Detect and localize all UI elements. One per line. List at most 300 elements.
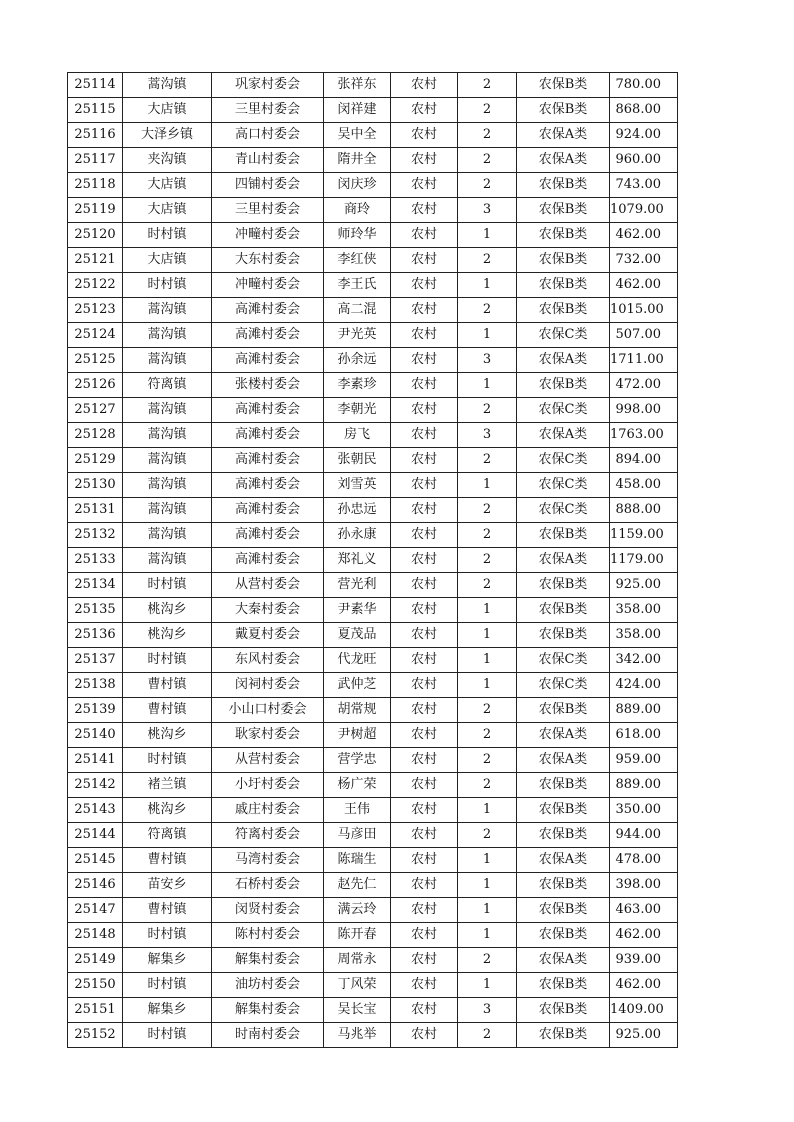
amount-cell: 398.00 bbox=[610, 873, 678, 898]
table-row bbox=[68, 398, 678, 423]
amount-cell: 894.00 bbox=[610, 448, 678, 473]
town-cell: 时村镇 bbox=[123, 573, 212, 598]
town-cell: 大店镇 bbox=[123, 98, 212, 123]
name-cell: 武仲芝 bbox=[324, 673, 391, 698]
category-cell: 农保A类 bbox=[517, 423, 610, 448]
category-cell: 农保B类 bbox=[517, 973, 610, 998]
table-row bbox=[68, 248, 678, 273]
table-row bbox=[68, 273, 678, 298]
village-cell: 闵贤村委会 bbox=[212, 898, 324, 923]
category-cell: 农保C类 bbox=[517, 448, 610, 473]
id-cell: 25142 bbox=[68, 773, 123, 798]
village-cell: 时南村委会 bbox=[212, 1023, 324, 1048]
count-cell: 1 bbox=[458, 598, 517, 623]
type-cell: 农村 bbox=[391, 448, 458, 473]
count-cell: 2 bbox=[458, 748, 517, 773]
count-cell: 3 bbox=[458, 423, 517, 448]
type-cell: 农村 bbox=[391, 323, 458, 348]
name-cell: 尹光英 bbox=[324, 323, 391, 348]
type-cell: 农村 bbox=[391, 723, 458, 748]
category-cell: 农保B类 bbox=[517, 998, 610, 1023]
table-row bbox=[68, 623, 678, 648]
table-row bbox=[68, 973, 678, 998]
category-cell: 农保A类 bbox=[517, 148, 610, 173]
type-cell: 农村 bbox=[391, 373, 458, 398]
table-row bbox=[68, 148, 678, 173]
id-cell: 25148 bbox=[68, 923, 123, 948]
count-cell: 3 bbox=[458, 198, 517, 223]
village-cell: 戴夏村委会 bbox=[212, 623, 324, 648]
table-row bbox=[68, 798, 678, 823]
town-cell: 大店镇 bbox=[123, 173, 212, 198]
category-cell: 农保B类 bbox=[517, 373, 610, 398]
amount-cell: 780.00 bbox=[610, 73, 678, 98]
count-cell: 2 bbox=[458, 823, 517, 848]
count-cell: 1 bbox=[458, 898, 517, 923]
count-cell: 1 bbox=[458, 798, 517, 823]
table-row bbox=[68, 348, 678, 373]
id-cell: 25136 bbox=[68, 623, 123, 648]
table-row bbox=[68, 173, 678, 198]
id-cell: 25146 bbox=[68, 873, 123, 898]
amount-cell: 424.00 bbox=[610, 673, 678, 698]
category-cell: 农保B类 bbox=[517, 98, 610, 123]
category-cell: 农保B类 bbox=[517, 773, 610, 798]
category-cell: 农保B类 bbox=[517, 698, 610, 723]
table-row bbox=[68, 1023, 678, 1048]
table-row bbox=[68, 548, 678, 573]
table-row bbox=[68, 498, 678, 523]
town-cell: 时村镇 bbox=[123, 923, 212, 948]
count-cell: 2 bbox=[458, 773, 517, 798]
id-cell: 25150 bbox=[68, 973, 123, 998]
type-cell: 农村 bbox=[391, 1023, 458, 1048]
village-cell: 解集村委会 bbox=[212, 948, 324, 973]
town-cell: 大店镇 bbox=[123, 248, 212, 273]
type-cell: 农村 bbox=[391, 698, 458, 723]
type-cell: 农村 bbox=[391, 298, 458, 323]
village-cell: 解集村委会 bbox=[212, 998, 324, 1023]
town-cell: 苗安乡 bbox=[123, 873, 212, 898]
id-cell: 25130 bbox=[68, 473, 123, 498]
name-cell: 夏茂品 bbox=[324, 623, 391, 648]
data-table bbox=[67, 72, 678, 1048]
count-cell: 2 bbox=[458, 498, 517, 523]
count-cell: 1 bbox=[458, 648, 517, 673]
amount-cell: 959.00 bbox=[610, 748, 678, 773]
amount-cell: 342.00 bbox=[610, 648, 678, 673]
name-cell: 杨广荣 bbox=[324, 773, 391, 798]
village-cell: 高滩村委会 bbox=[212, 473, 324, 498]
town-cell: 蒿沟镇 bbox=[123, 398, 212, 423]
town-cell: 时村镇 bbox=[123, 273, 212, 298]
table-row bbox=[68, 923, 678, 948]
count-cell: 1 bbox=[458, 223, 517, 248]
table-row bbox=[68, 323, 678, 348]
village-cell: 马湾村委会 bbox=[212, 848, 324, 873]
amount-cell: 1711.00 bbox=[610, 348, 678, 373]
amount-cell: 732.00 bbox=[610, 248, 678, 273]
village-cell: 戚庄村委会 bbox=[212, 798, 324, 823]
amount-cell: 463.00 bbox=[610, 898, 678, 923]
town-cell: 蒿沟镇 bbox=[123, 323, 212, 348]
category-cell: 农保C类 bbox=[517, 648, 610, 673]
amount-cell: 350.00 bbox=[610, 798, 678, 823]
village-cell: 高口村委会 bbox=[212, 123, 324, 148]
town-cell: 蒿沟镇 bbox=[123, 473, 212, 498]
village-cell: 东风村委会 bbox=[212, 648, 324, 673]
category-cell: 农保B类 bbox=[517, 798, 610, 823]
category-cell: 农保A类 bbox=[517, 848, 610, 873]
village-cell: 高滩村委会 bbox=[212, 523, 324, 548]
table-row bbox=[68, 223, 678, 248]
town-cell: 蒿沟镇 bbox=[123, 73, 212, 98]
name-cell: 张朝民 bbox=[324, 448, 391, 473]
amount-cell: 507.00 bbox=[610, 323, 678, 348]
village-cell: 冲疃村委会 bbox=[212, 223, 324, 248]
category-cell: 农保B类 bbox=[517, 598, 610, 623]
town-cell: 曹村镇 bbox=[123, 898, 212, 923]
category-cell: 农保A类 bbox=[517, 948, 610, 973]
village-cell: 高滩村委会 bbox=[212, 423, 324, 448]
type-cell: 农村 bbox=[391, 848, 458, 873]
count-cell: 2 bbox=[458, 248, 517, 273]
name-cell: 隋井全 bbox=[324, 148, 391, 173]
category-cell: 农保B类 bbox=[517, 198, 610, 223]
town-cell: 时村镇 bbox=[123, 748, 212, 773]
name-cell: 尹素华 bbox=[324, 598, 391, 623]
id-cell: 25145 bbox=[68, 848, 123, 873]
type-cell: 农村 bbox=[391, 348, 458, 373]
id-cell: 25149 bbox=[68, 948, 123, 973]
id-cell: 25119 bbox=[68, 198, 123, 223]
count-cell: 1 bbox=[458, 373, 517, 398]
table-row bbox=[68, 998, 678, 1023]
type-cell: 农村 bbox=[391, 148, 458, 173]
amount-cell: 618.00 bbox=[610, 723, 678, 748]
count-cell: 2 bbox=[458, 448, 517, 473]
type-cell: 农村 bbox=[391, 873, 458, 898]
id-cell: 25122 bbox=[68, 273, 123, 298]
town-cell: 解集乡 bbox=[123, 998, 212, 1023]
table-row bbox=[68, 373, 678, 398]
id-cell: 25143 bbox=[68, 798, 123, 823]
name-cell: 尹树超 bbox=[324, 723, 391, 748]
type-cell: 农村 bbox=[391, 648, 458, 673]
amount-cell: 1763.00 bbox=[610, 423, 678, 448]
village-cell: 耿家村委会 bbox=[212, 723, 324, 748]
id-cell: 25147 bbox=[68, 898, 123, 923]
name-cell: 营学忠 bbox=[324, 748, 391, 773]
table-row bbox=[68, 298, 678, 323]
type-cell: 农村 bbox=[391, 73, 458, 98]
village-cell: 大东村委会 bbox=[212, 248, 324, 273]
amount-cell: 472.00 bbox=[610, 373, 678, 398]
name-cell: 马兆举 bbox=[324, 1023, 391, 1048]
town-cell: 桃沟乡 bbox=[123, 798, 212, 823]
count-cell: 2 bbox=[458, 398, 517, 423]
table-body bbox=[68, 73, 678, 1048]
count-cell: 1 bbox=[458, 848, 517, 873]
count-cell: 3 bbox=[458, 998, 517, 1023]
table-row bbox=[68, 123, 678, 148]
amount-cell: 462.00 bbox=[610, 273, 678, 298]
village-cell: 石桥村委会 bbox=[212, 873, 324, 898]
count-cell: 2 bbox=[458, 573, 517, 598]
name-cell: 胡常规 bbox=[324, 698, 391, 723]
type-cell: 农村 bbox=[391, 498, 458, 523]
id-cell: 25133 bbox=[68, 548, 123, 573]
village-cell: 高滩村委会 bbox=[212, 548, 324, 573]
amount-cell: 960.00 bbox=[610, 148, 678, 173]
type-cell: 农村 bbox=[391, 98, 458, 123]
village-cell: 陈村村委会 bbox=[212, 923, 324, 948]
category-cell: 农保B类 bbox=[517, 73, 610, 98]
id-cell: 25151 bbox=[68, 998, 123, 1023]
count-cell: 1 bbox=[458, 923, 517, 948]
village-cell: 闵祠村委会 bbox=[212, 673, 324, 698]
count-cell: 2 bbox=[458, 1023, 517, 1048]
name-cell: 赵先仁 bbox=[324, 873, 391, 898]
id-cell: 25144 bbox=[68, 823, 123, 848]
count-cell: 1 bbox=[458, 473, 517, 498]
name-cell: 李王氏 bbox=[324, 273, 391, 298]
category-cell: 农保C类 bbox=[517, 473, 610, 498]
name-cell: 闵祥建 bbox=[324, 98, 391, 123]
village-cell: 青山村委会 bbox=[212, 148, 324, 173]
amount-cell: 1079.00 bbox=[610, 198, 678, 223]
type-cell: 农村 bbox=[391, 948, 458, 973]
name-cell: 房飞 bbox=[324, 423, 391, 448]
table-row bbox=[68, 98, 678, 123]
amount-cell: 458.00 bbox=[610, 473, 678, 498]
town-cell: 时村镇 bbox=[123, 223, 212, 248]
village-cell: 小圩村委会 bbox=[212, 773, 324, 798]
category-cell: 农保B类 bbox=[517, 298, 610, 323]
table-row bbox=[68, 773, 678, 798]
category-cell: 农保A类 bbox=[517, 348, 610, 373]
category-cell: 农保C类 bbox=[517, 498, 610, 523]
type-cell: 农村 bbox=[391, 673, 458, 698]
village-cell: 三里村委会 bbox=[212, 98, 324, 123]
type-cell: 农村 bbox=[391, 473, 458, 498]
name-cell: 商玲 bbox=[324, 198, 391, 223]
count-cell: 2 bbox=[458, 298, 517, 323]
amount-cell: 462.00 bbox=[610, 923, 678, 948]
type-cell: 农村 bbox=[391, 523, 458, 548]
type-cell: 农村 bbox=[391, 423, 458, 448]
id-cell: 25134 bbox=[68, 573, 123, 598]
count-cell: 2 bbox=[458, 523, 517, 548]
town-cell: 大店镇 bbox=[123, 198, 212, 223]
type-cell: 农村 bbox=[391, 798, 458, 823]
category-cell: 农保B类 bbox=[517, 1023, 610, 1048]
category-cell: 农保B类 bbox=[517, 523, 610, 548]
type-cell: 农村 bbox=[391, 998, 458, 1023]
amount-cell: 358.00 bbox=[610, 623, 678, 648]
town-cell: 曹村镇 bbox=[123, 673, 212, 698]
village-cell: 高滩村委会 bbox=[212, 323, 324, 348]
town-cell: 蒿沟镇 bbox=[123, 298, 212, 323]
count-cell: 1 bbox=[458, 673, 517, 698]
amount-cell: 998.00 bbox=[610, 398, 678, 423]
table-row bbox=[68, 573, 678, 598]
category-cell: 农保B类 bbox=[517, 173, 610, 198]
name-cell: 张祥东 bbox=[324, 73, 391, 98]
category-cell: 农保B类 bbox=[517, 823, 610, 848]
name-cell: 王伟 bbox=[324, 798, 391, 823]
id-cell: 25132 bbox=[68, 523, 123, 548]
amount-cell: 478.00 bbox=[610, 848, 678, 873]
category-cell: 农保A类 bbox=[517, 548, 610, 573]
table-row bbox=[68, 723, 678, 748]
name-cell: 营光利 bbox=[324, 573, 391, 598]
type-cell: 农村 bbox=[391, 973, 458, 998]
name-cell: 师玲华 bbox=[324, 223, 391, 248]
name-cell: 代龙旺 bbox=[324, 648, 391, 673]
type-cell: 农村 bbox=[391, 398, 458, 423]
town-cell: 桃沟乡 bbox=[123, 598, 212, 623]
amount-cell: 924.00 bbox=[610, 123, 678, 148]
village-cell: 四铺村委会 bbox=[212, 173, 324, 198]
table-row bbox=[68, 648, 678, 673]
town-cell: 时村镇 bbox=[123, 973, 212, 998]
amount-cell: 1159.00 bbox=[610, 523, 678, 548]
id-cell: 25152 bbox=[68, 1023, 123, 1048]
village-cell: 高滩村委会 bbox=[212, 498, 324, 523]
amount-cell: 889.00 bbox=[610, 698, 678, 723]
town-cell: 桃沟乡 bbox=[123, 623, 212, 648]
table-row bbox=[68, 898, 678, 923]
id-cell: 25131 bbox=[68, 498, 123, 523]
amount-cell: 925.00 bbox=[610, 573, 678, 598]
id-cell: 25140 bbox=[68, 723, 123, 748]
id-cell: 25118 bbox=[68, 173, 123, 198]
town-cell: 蒿沟镇 bbox=[123, 523, 212, 548]
amount-cell: 1015.00 bbox=[610, 298, 678, 323]
table-row bbox=[68, 848, 678, 873]
id-cell: 25141 bbox=[68, 748, 123, 773]
category-cell: 农保B类 bbox=[517, 223, 610, 248]
type-cell: 农村 bbox=[391, 898, 458, 923]
id-cell: 25124 bbox=[68, 323, 123, 348]
count-cell: 1 bbox=[458, 323, 517, 348]
name-cell: 陈开春 bbox=[324, 923, 391, 948]
name-cell: 周常永 bbox=[324, 948, 391, 973]
name-cell: 孙永康 bbox=[324, 523, 391, 548]
table-row bbox=[68, 598, 678, 623]
type-cell: 农村 bbox=[391, 248, 458, 273]
count-cell: 2 bbox=[458, 723, 517, 748]
table-row bbox=[68, 473, 678, 498]
village-cell: 油坊村委会 bbox=[212, 973, 324, 998]
table-row bbox=[68, 748, 678, 773]
id-cell: 25116 bbox=[68, 123, 123, 148]
count-cell: 2 bbox=[458, 173, 517, 198]
name-cell: 吴中全 bbox=[324, 123, 391, 148]
village-cell: 高滩村委会 bbox=[212, 298, 324, 323]
id-cell: 25117 bbox=[68, 148, 123, 173]
name-cell: 满云玲 bbox=[324, 898, 391, 923]
count-cell: 2 bbox=[458, 123, 517, 148]
count-cell: 2 bbox=[458, 548, 517, 573]
name-cell: 孙余远 bbox=[324, 348, 391, 373]
id-cell: 25138 bbox=[68, 673, 123, 698]
town-cell: 褚兰镇 bbox=[123, 773, 212, 798]
name-cell: 李素珍 bbox=[324, 373, 391, 398]
type-cell: 农村 bbox=[391, 623, 458, 648]
amount-cell: 358.00 bbox=[610, 598, 678, 623]
town-cell: 曹村镇 bbox=[123, 848, 212, 873]
town-cell: 时村镇 bbox=[123, 1023, 212, 1048]
town-cell: 符离镇 bbox=[123, 373, 212, 398]
category-cell: 农保B类 bbox=[517, 573, 610, 598]
village-cell: 小山口村委会 bbox=[212, 698, 324, 723]
table-row bbox=[68, 948, 678, 973]
village-cell: 从营村委会 bbox=[212, 573, 324, 598]
village-cell: 张楼村委会 bbox=[212, 373, 324, 398]
type-cell: 农村 bbox=[391, 223, 458, 248]
name-cell: 闵庆珍 bbox=[324, 173, 391, 198]
id-cell: 25135 bbox=[68, 598, 123, 623]
id-cell: 25137 bbox=[68, 648, 123, 673]
town-cell: 夹沟镇 bbox=[123, 148, 212, 173]
village-cell: 符离村委会 bbox=[212, 823, 324, 848]
amount-cell: 944.00 bbox=[610, 823, 678, 848]
name-cell: 李红侠 bbox=[324, 248, 391, 273]
amount-cell: 462.00 bbox=[610, 223, 678, 248]
category-cell: 农保B类 bbox=[517, 623, 610, 648]
type-cell: 农村 bbox=[391, 773, 458, 798]
amount-cell: 868.00 bbox=[610, 98, 678, 123]
id-cell: 25129 bbox=[68, 448, 123, 473]
id-cell: 25120 bbox=[68, 223, 123, 248]
name-cell: 刘雪英 bbox=[324, 473, 391, 498]
town-cell: 蒿沟镇 bbox=[123, 548, 212, 573]
category-cell: 农保B类 bbox=[517, 248, 610, 273]
id-cell: 25125 bbox=[68, 348, 123, 373]
type-cell: 农村 bbox=[391, 748, 458, 773]
name-cell: 孙忠远 bbox=[324, 498, 391, 523]
category-cell: 农保B类 bbox=[517, 273, 610, 298]
village-cell: 从营村委会 bbox=[212, 748, 324, 773]
category-cell: 农保A类 bbox=[517, 748, 610, 773]
id-cell: 25121 bbox=[68, 248, 123, 273]
id-cell: 25139 bbox=[68, 698, 123, 723]
amount-cell: 1409.00 bbox=[610, 998, 678, 1023]
count-cell: 1 bbox=[458, 623, 517, 648]
town-cell: 解集乡 bbox=[123, 948, 212, 973]
category-cell: 农保B类 bbox=[517, 873, 610, 898]
type-cell: 农村 bbox=[391, 598, 458, 623]
town-cell: 蒿沟镇 bbox=[123, 423, 212, 448]
town-cell: 符离镇 bbox=[123, 823, 212, 848]
amount-cell: 1179.00 bbox=[610, 548, 678, 573]
table-row bbox=[68, 698, 678, 723]
town-cell: 桃沟乡 bbox=[123, 723, 212, 748]
category-cell: 农保B类 bbox=[517, 898, 610, 923]
name-cell: 吴长宝 bbox=[324, 998, 391, 1023]
type-cell: 农村 bbox=[391, 573, 458, 598]
name-cell: 马彦田 bbox=[324, 823, 391, 848]
village-cell: 高滩村委会 bbox=[212, 348, 324, 373]
name-cell: 郑礼义 bbox=[324, 548, 391, 573]
name-cell: 李朝光 bbox=[324, 398, 391, 423]
amount-cell: 889.00 bbox=[610, 773, 678, 798]
category-cell: 农保A类 bbox=[517, 723, 610, 748]
table-row bbox=[68, 523, 678, 548]
table-row bbox=[68, 673, 678, 698]
